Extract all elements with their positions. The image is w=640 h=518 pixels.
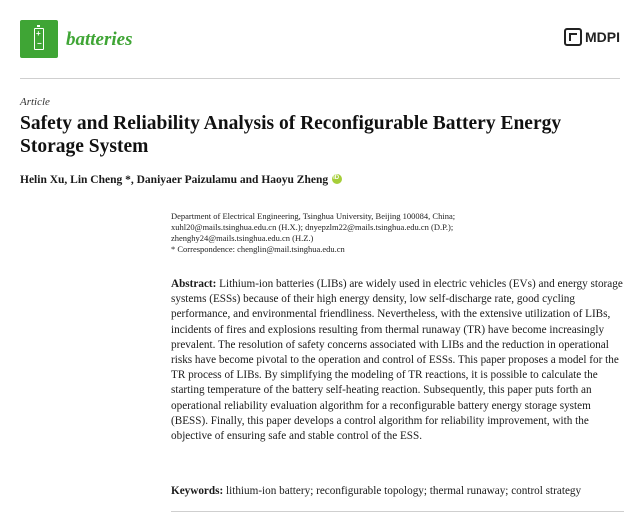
mdpi-logo-icon xyxy=(564,28,582,46)
article-type: Article xyxy=(20,96,50,108)
affiliation-line: Department of Electrical Engineering, Tsinghua University, Beijing 100084, China; xyxy=(171,211,456,221)
publisher-logo[interactable] xyxy=(564,28,620,46)
affiliation-emails-line: xuhl20@mails.tsinghua.edu.cn (H.X.); dnyepzlm22@mails.tsinghua.edu.cn (D.P.); xyxy=(171,222,454,232)
keywords xyxy=(171,484,626,499)
abstract-text: Lithium-ion batteries (LIBs) are widely used in electric vehicles (EVs) and energy storage systems (ESSs) because of their high energy density, low self-discharge rate, good cycling performance, and environmental friendliness. Nevertheless, with the extensive utilization of LIBs, incidents of fires and explosions resulting from thermal runaway (TR) have become increasingly prevalent. The resolution of safety concerns associated with LIBs and the reduction in operational risks have become pivotal to the operation and control of ESSs. This paper proposes a model for the TR process of LIBs. By simplifying the modeling of TR reactions, it is possible to calculate the starting temperature of the battery self-heating reaction. Subsequently, this paper puts forth an operational reliability evaluation algorithm for a reconfigurable battery energy storage system (BESS). Finally, this paper develops a control algorithm for reliability improvement, with the objective of ensuring safe and stable control of the ESS. xyxy=(171,278,623,443)
battery-icon: + − xyxy=(34,28,44,50)
article-title: Safety and Reliability Analysis of Reconfigurable Battery Energy Storage System xyxy=(20,113,562,157)
keywords-label: Keywords: xyxy=(171,485,224,497)
abstract xyxy=(171,277,626,444)
authors-text: Helin Xu, Lin Cheng *, Daniyaer Paizulamu and Haoyu Zheng xyxy=(20,174,329,186)
journal-header xyxy=(20,20,620,64)
orcid-icon[interactable] xyxy=(332,174,342,184)
keywords-text: lithium-ion battery; reconfigurable topology; thermal runaway; control strategy xyxy=(226,485,582,497)
correspondence-line: * Correspondence: chenglin@mail.tsinghua.edu.cn xyxy=(171,244,345,254)
abstract-label: Abstract: xyxy=(171,278,217,290)
journal-logo[interactable] xyxy=(20,20,58,58)
author-list xyxy=(20,174,342,186)
footer-divider xyxy=(171,511,624,512)
publisher-name: MDPI xyxy=(585,29,620,45)
affiliation-emails-line: zhenghy24@mails.tsinghua.edu.cn (H.Z.) xyxy=(171,233,314,243)
header-divider xyxy=(20,78,620,79)
journal-name[interactable]: batteries xyxy=(66,29,133,50)
affiliation-block xyxy=(171,211,455,255)
